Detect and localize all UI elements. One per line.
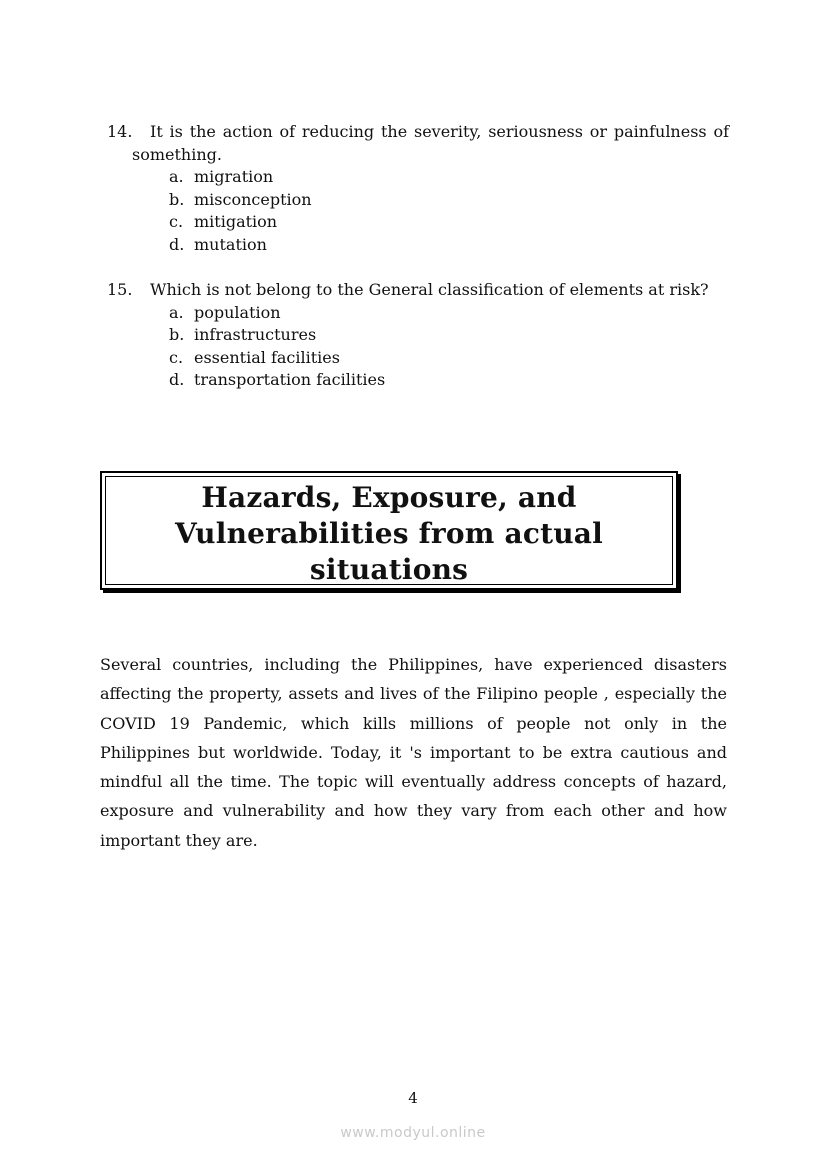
choice-letter: a. xyxy=(169,302,184,322)
section-title-box xyxy=(100,471,678,590)
question-text: Which is not belong to the General classification of elements at risk? xyxy=(150,280,709,299)
choice-d xyxy=(169,234,729,257)
section-title-line: situations xyxy=(309,553,469,586)
choice-list xyxy=(107,166,729,256)
question-number: 15. xyxy=(107,280,133,299)
choice-letter: a. xyxy=(169,167,184,186)
choice-letter: c. xyxy=(169,347,184,367)
question-14 xyxy=(107,121,729,256)
choice-d xyxy=(169,369,729,392)
section-title-line: Hazards, Exposure, and xyxy=(201,481,577,514)
question-15 xyxy=(107,279,729,392)
choice-b xyxy=(169,324,729,347)
choice-text: misconception xyxy=(194,189,312,209)
choice-text: mitigation xyxy=(194,212,278,231)
choice-list xyxy=(107,302,729,392)
page-number: 4 xyxy=(408,1089,418,1107)
choice-letter: b. xyxy=(169,325,185,344)
choice-c xyxy=(169,211,729,234)
watermark: www.modyul.online xyxy=(340,1125,486,1141)
question-text: It is the action of reducing the severity, seriousness or painfulness of something. xyxy=(132,122,729,164)
choice-text: migration xyxy=(194,167,274,186)
choice-b xyxy=(169,189,729,212)
choice-c xyxy=(169,347,729,370)
section-title-line: Vulnerabilities from actual xyxy=(175,517,603,550)
choice-a xyxy=(169,166,729,189)
intro-paragraph: Several countries, including the Philippines, have experienced disasters affecting the property, assets and lives of the Filipino people , especially the COVID 19 Pandemic, which kills millions of people not only in the Philippines but worldwide. Today, it 's important to be extra cautious and mindful all the time. The topic will eventually address concepts of hazard, exposure and vulnerability and how they vary from each other and how important they are. xyxy=(100,655,727,850)
choice-text: essential facilities xyxy=(194,347,340,367)
choice-text: mutation xyxy=(194,234,267,254)
choice-a xyxy=(169,302,729,325)
choice-text: infrastructures xyxy=(194,325,317,344)
choice-letter: d. xyxy=(169,234,185,254)
choice-letter: d. xyxy=(169,370,185,389)
choice-letter: c. xyxy=(169,212,184,231)
choice-text: transportation facilities xyxy=(194,370,386,389)
question-stem xyxy=(107,121,729,166)
section-title xyxy=(102,480,676,588)
question-number: 14. xyxy=(107,122,133,141)
choice-text: population xyxy=(194,302,281,322)
question-stem xyxy=(107,279,729,302)
choice-letter: b. xyxy=(169,189,185,209)
